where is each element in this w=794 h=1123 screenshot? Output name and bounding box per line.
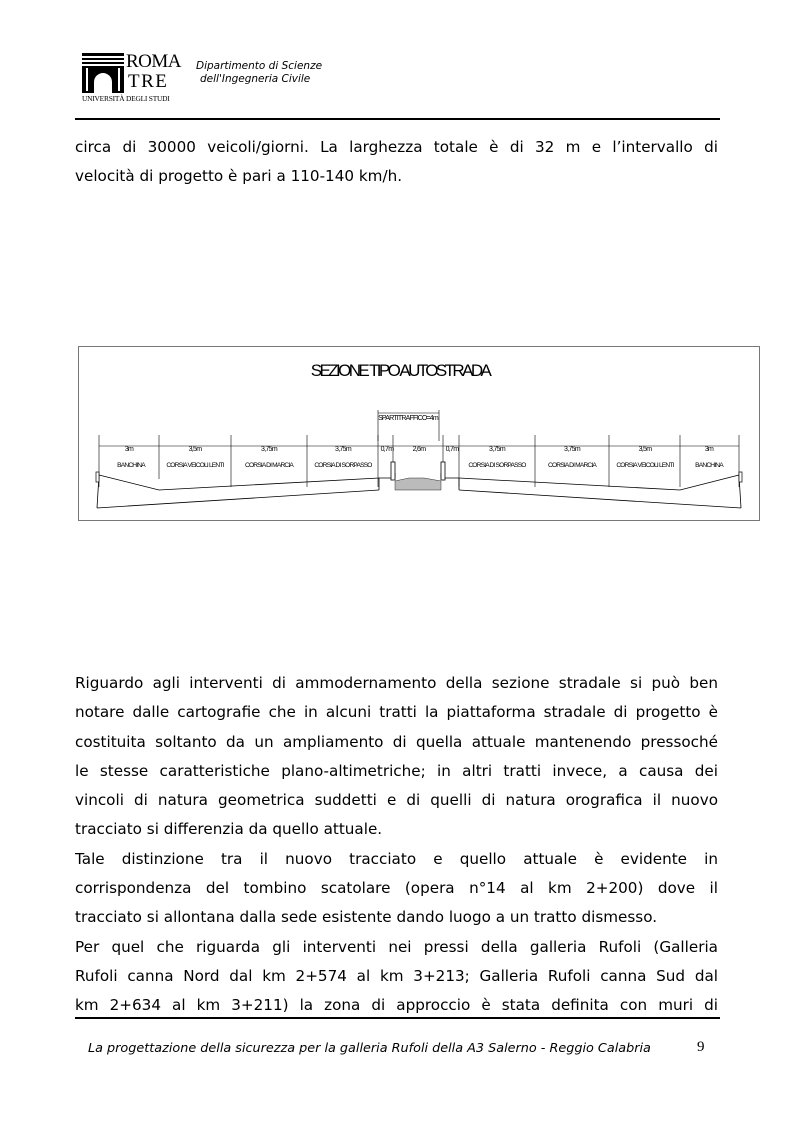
lane-label: CORSIA DI MARCIA (547, 462, 597, 469)
department-line-1: Dipartimento di Scienze (196, 60, 323, 72)
width-label: 3m (704, 446, 714, 453)
text-line: velocità di progetto è pari a 110-140 km/h. (75, 167, 403, 186)
department-line-2: dell'Ingegneria Civile (200, 73, 311, 85)
body-paragraph (75, 669, 718, 1021)
lane-label: BANCHINA (117, 462, 145, 469)
width-label: 3,75m (335, 446, 351, 453)
width-label: 0,7m (445, 446, 459, 453)
text-line: tracciato si differenzia da quello attuale. (75, 820, 383, 839)
logo-university: UNIVERSITÀ DEGLI STUDI (82, 94, 170, 103)
cross-section-drawing (79, 347, 759, 520)
text-line: circa di 30000 veicoli/giorni. La larghezza totale è di 32 m e l’intervallo di (75, 138, 718, 156)
lane-label: CORSIA VEICOLI LENTI (166, 462, 224, 469)
width-label: 3,75m (564, 446, 580, 453)
width-label: 3,75m (261, 446, 277, 453)
text-line: tracciato si allontana dalla sede esistente dando luogo a un tratto dismesso. (75, 908, 658, 927)
header-rule (75, 118, 720, 120)
width-label: 3,75m (489, 446, 505, 453)
lane-label: CORSIA VEICOLI LENTI (616, 462, 674, 469)
lane-label: CORSIA DI SORPASSO (314, 462, 372, 469)
logo-tre: TRE (128, 71, 169, 92)
text-line: Riguardo agli interventi di ammodernamento della sezione stradale si può ben (75, 674, 718, 692)
arch-logo-icon (82, 52, 126, 94)
text-line: Rufoli canna Nord dal km 2+574 al km 3+213; Galleria Rufoli canna Sud dal (75, 966, 718, 985)
width-label: 2,6m (412, 446, 426, 453)
figure-title: SEZIONE TIPO AUTOSTRADA (310, 361, 490, 380)
text-line: Per quel che riguarda gli interventi nei pressi della galleria Rufoli (Galleria (75, 937, 718, 956)
width-label: 3,5m (188, 446, 202, 453)
width-label: 3m (124, 446, 134, 453)
width-label: 3,5m (638, 446, 652, 453)
university-logo (82, 52, 184, 104)
text-line: le stesse caratteristiche plano-altimetriche; in altri tratti invece, a causa dei (75, 761, 718, 780)
lane-label: BANCHINA (695, 462, 723, 469)
text-line: costituita soltanto da un ampliamento di quella attuale mantenendo pressoché (75, 732, 718, 751)
text-line: km 2+634 al km 3+211) la zona di approccio è stata definita con muri di (75, 996, 718, 1015)
cross-section-figure (78, 346, 760, 521)
footer-caption: La progettazione della sicurezza per la galleria Rufoli della A3 Salerno - Reggio Calabria (88, 1041, 651, 1056)
intro-paragraph (75, 133, 718, 192)
lane-label: CORSIA DI MARCIA (244, 462, 294, 469)
department-name (196, 60, 322, 86)
page-number: 9 (697, 1039, 705, 1055)
logo-roma: ROMA (126, 51, 182, 72)
median-label: SPARTITRAFFICO=4m (378, 415, 438, 422)
text-line: corrispondenza del tombino scatolare (opera n°14 al km 2+200) dove il (75, 879, 718, 898)
text-line: notare dalle cartografie che in alcuni tratti la piattaforma stradale di progetto è (75, 703, 718, 722)
width-label: 0,7m (380, 446, 394, 453)
footer-rule (75, 1017, 720, 1019)
text-line: vincoli di natura geometrica suddetti e di quelli di natura orografica il nuovo (75, 791, 718, 810)
text-line: Tale distinzione tra il nuovo tracciato e quello attuale è evidente in (75, 849, 718, 868)
lane-label: CORSIA DI SORPASSO (468, 462, 526, 469)
